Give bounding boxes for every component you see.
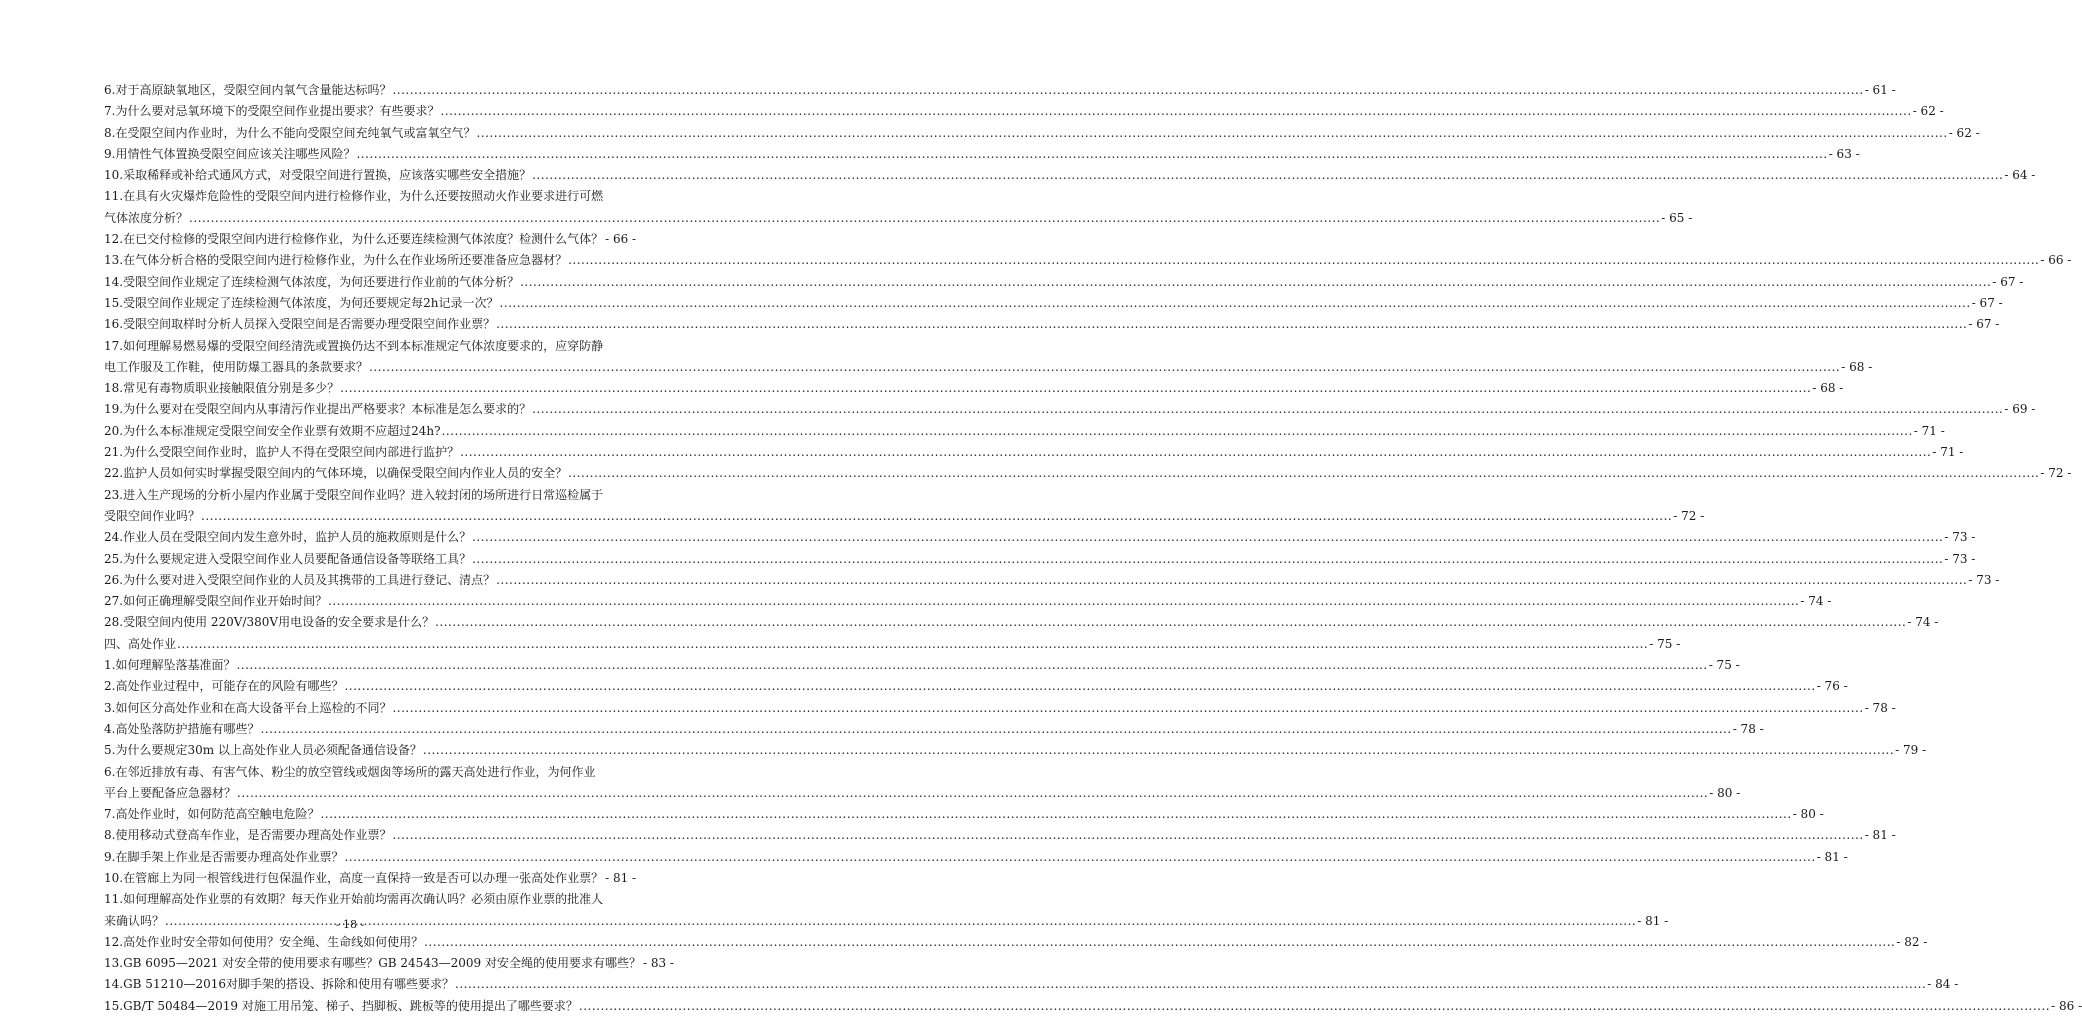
- toc-entry-title-line1: 23.进入生产现场的分析小屋内作业属于受限空间作业吗？进入较封闭的场所进行日常巡检属于: [104, 487, 604, 502]
- toc-leader-dots: [440, 101, 1911, 122]
- toc-entry-page: - 81 -: [1816, 849, 1848, 864]
- toc-leader-dots: [520, 272, 1991, 293]
- toc-entry-title: 8.在受限空间内作业时，为什么不能向受限空间充纯氧气或富氧空气？: [104, 125, 476, 140]
- toc-entry-title: 26.为什么要对进入受限空间作业的人员及其携带的工具进行登记、清点？: [104, 572, 496, 587]
- toc-entry[interactable]: [104, 570, 2000, 591]
- toc-leader-dots: [568, 463, 2039, 484]
- table-of-contents: [104, 80, 2082, 1017]
- toc-entry-page: - 72 -: [1673, 508, 1705, 523]
- toc-entry-title: 3.如何区分高处作业和在高大设备平台上巡检的不同？: [104, 700, 392, 715]
- toc-entry-page: - 73 -: [1944, 530, 1976, 545]
- toc-entry-page: - 67 -: [1992, 274, 2024, 289]
- toc-entry-title: 10.采取稀释或补给式通风方式，对受限空间进行置换，应该落实哪些安全措施？: [104, 168, 532, 183]
- toc-leader-dots: [340, 378, 1811, 399]
- toc-entry[interactable]: [104, 740, 1927, 761]
- toc-entry[interactable]: [104, 974, 1959, 995]
- toc-entry[interactable]: [104, 868, 637, 889]
- toc-entry-page: - 81 -: [605, 870, 637, 885]
- toc-entry-title: 9.用情性气体置换受限空间应该关注哪些风险？: [104, 146, 356, 161]
- toc-entry[interactable]: [104, 549, 1976, 570]
- toc-entry[interactable]: [104, 123, 1980, 144]
- toc-entry-title: 7.高处作业时，如何防范高空触电危险？: [104, 807, 320, 822]
- toc-entry[interactable]: [104, 144, 1860, 165]
- toc-leader-dots: [320, 804, 1791, 825]
- toc-entry-title: 14.GB 51210—2016对脚手架的搭设、拆除和使用有哪些要求？: [104, 977, 455, 992]
- toc-entry-title: 12.高处作业时安全带如何使用？安全绳、生命线如何使用？: [104, 934, 424, 949]
- toc-entry-page: - 75 -: [1649, 636, 1681, 651]
- toc-entry[interactable]: [104, 591, 1832, 612]
- toc-leader-dots: [442, 421, 1913, 442]
- toc-leader-dots: [237, 783, 1708, 804]
- toc-entry-title: 21.为什么受限空间作业时，监护人不得在受限空间内部进行监护？: [104, 445, 460, 460]
- toc-entry-page: - 63 -: [1828, 146, 1860, 161]
- toc-entry-page: - 64 -: [2004, 168, 2036, 183]
- toc-entry[interactable]: [104, 378, 1844, 399]
- toc-entry-title: 28.受限空间内使用 220V/380V用电设备的安全要求是什么？: [104, 615, 435, 630]
- toc-entry-page: - 66 -: [605, 232, 637, 247]
- toc-leader-dots: [392, 698, 1863, 719]
- toc-entry-title: 25.为什么要规定进入受限空间作业人员要配备通信设备等联络工具？: [104, 551, 472, 566]
- toc-entry-title-line1: 17.如何理解易燃易爆的受限空间经清洗或置换仍达不到本标准规定气体浓度要求的，应穿防静: [104, 338, 604, 353]
- toc-entry-title: 9.在脚手架上作业是否需要办理高处作业票？: [104, 849, 344, 864]
- toc-leader-dots: [344, 847, 1815, 868]
- toc-leader-dots: [568, 250, 2039, 271]
- toc-entry-page: - 82 -: [1896, 934, 1928, 949]
- toc-entry-page: - 71 -: [1932, 445, 1964, 460]
- toc-entry-title: 四、高处作业: [104, 636, 177, 651]
- toc-leader-dots: [476, 123, 1947, 144]
- toc-entry-page: - 69 -: [2004, 402, 2036, 417]
- toc-leader-dots: [201, 506, 1672, 527]
- toc-leader-dots: [496, 314, 1967, 335]
- toc-entry-title: 1.如何理解坠落基准面？: [104, 658, 236, 673]
- toc-entry-title: 14.受限空间作业规定了连续检测气体浓度，为何还要进行作业前的气体分析？: [104, 274, 520, 289]
- toc-entry-page: - 86 -: [2051, 998, 2082, 1013]
- toc-entry-page: - 65 -: [1661, 210, 1693, 225]
- toc-entry-page: - 81 -: [1864, 828, 1896, 843]
- toc-entry-page: - 80 -: [1709, 785, 1741, 800]
- toc-entry-page: - 72 -: [2040, 466, 2072, 481]
- toc-leader-dots: [177, 634, 1648, 655]
- toc-leader-dots: [496, 570, 1967, 591]
- toc-entry-page: - 79 -: [1895, 743, 1927, 758]
- toc-entry-title: 13.GB 6095—2021 对安全带的使用要求有哪些？GB 24543—2009 对安全绳的使用要求有哪些？: [104, 956, 641, 971]
- toc-entry[interactable]: [104, 825, 1896, 846]
- toc-entry-page: - 80 -: [1792, 807, 1824, 822]
- toc-entry-page: - 68 -: [1841, 359, 1873, 374]
- toc-leader-dots: [423, 740, 1894, 761]
- toc-entry-title: 15.GB/T 50484—2019 对施工用吊笼、梯子、挡脚板、跳板等的使用提出了哪些要求？: [104, 998, 578, 1013]
- toc-entry[interactable]: [104, 953, 674, 974]
- toc-entry-page: - 73 -: [1944, 551, 1976, 566]
- toc-entry[interactable]: [104, 612, 1939, 633]
- toc-leader-dots: [392, 825, 1863, 846]
- toc-entry[interactable]: [104, 932, 1928, 953]
- toc-entry[interactable]: [104, 463, 2072, 484]
- toc-entry[interactable]: [104, 442, 1964, 463]
- toc-entry-title-line1: 11.如何理解高处作业票的有效期？每天作业开始前均需再次确认吗？必须由原作业票的批准人: [104, 892, 604, 907]
- toc-leader-dots: [356, 144, 1827, 165]
- toc-entry[interactable]: [104, 485, 1705, 528]
- toc-entry-title: 15.受限空间作业规定了连续检测气体浓度，为何还要规定每2h记录一次？: [104, 295, 499, 310]
- toc-entry-page: - 83 -: [642, 956, 674, 971]
- toc-entry-title: 13.在气体分析合格的受限空间内进行检修作业，为什么在作业场所还要准备应急器材？: [104, 253, 568, 268]
- toc-entry[interactable]: [104, 719, 1764, 740]
- page-number-footer: - 18 -: [335, 918, 365, 931]
- toc-entry[interactable]: [104, 186, 1693, 229]
- toc-entry[interactable]: [104, 399, 2036, 420]
- toc-entry[interactable]: [104, 804, 1824, 825]
- toc-leader-dots: [424, 932, 1895, 953]
- toc-entry[interactable]: [104, 762, 1741, 805]
- toc-entry-page: - 81 -: [1637, 913, 1669, 928]
- toc-entry-title: 6.对于高原缺氧地区，受限空间内氧气含量能达标吗？: [104, 83, 392, 97]
- toc-entry[interactable]: [104, 293, 2003, 314]
- toc-entry-title: 10.在管廊上为同一根管线进行包保温作业，高度一直保持一致是否可以办理一张高处作业票？: [104, 870, 604, 885]
- toc-leader-dots: [472, 549, 1943, 570]
- toc-entry-page: - 67 -: [1968, 317, 2000, 332]
- toc-entry[interactable]: [104, 698, 1896, 719]
- toc-entry-title: 4.高处坠落防护措施有哪些？: [104, 721, 260, 736]
- toc-leader-dots: [455, 974, 1926, 995]
- toc-leader-dots: [472, 527, 1943, 548]
- toc-entry-title: 12.在已交付检修的受限空间内进行检修作业，为什么还要连续检测气体浓度？检测什么气体？: [104, 232, 604, 247]
- toc-entry-page: - 78 -: [1732, 721, 1764, 736]
- toc-entry-page: - 62 -: [1948, 125, 1980, 140]
- toc-entry[interactable]: [104, 314, 2000, 335]
- toc-entry-page: - 68 -: [1812, 381, 1844, 396]
- toc-entry[interactable]: [104, 996, 2082, 1017]
- toc-entry[interactable]: [104, 101, 1944, 122]
- toc-entry-title: 27.如何正确理解受限空间作业开始时间？: [104, 594, 328, 609]
- toc-entry-page: - 74 -: [1907, 615, 1939, 630]
- toc-leader-dots: [532, 165, 2003, 186]
- toc-entry-page: - 84 -: [1927, 977, 1959, 992]
- toc-leader-dots: [328, 591, 1799, 612]
- toc-entry[interactable]: [104, 634, 1681, 655]
- toc-entry-title: 7.为什么要对忌氧环境下的受限空间作业提出要求？有些要求？: [104, 104, 440, 119]
- toc-entry[interactable]: [104, 165, 2036, 186]
- toc-entry-page: - 74 -: [1800, 594, 1832, 609]
- toc-leader-dots: [189, 208, 1660, 229]
- toc-entry-title: 5.为什么要规定30m 以上高处作业人员必须配备通信设备？: [104, 743, 422, 758]
- toc-entry-page: - 67 -: [1971, 295, 2003, 310]
- toc-entry[interactable]: [104, 676, 1848, 697]
- toc-entry-page: - 78 -: [1864, 700, 1896, 715]
- toc-entry-page: - 66 -: [2040, 253, 2072, 268]
- toc-leader-dots: [435, 612, 1906, 633]
- toc-leader-dots: [236, 655, 1707, 676]
- toc-entry-title: 平台上要配备应急器材？: [104, 785, 237, 800]
- toc-entry-title: 受限空间作业吗？: [104, 508, 201, 523]
- toc-entry[interactable]: [104, 847, 1848, 868]
- toc-entry[interactable]: [104, 250, 2072, 271]
- toc-entry-title: 电工作服及工作鞋，使用防爆工器具的条款要求？: [104, 359, 369, 374]
- toc-entry-page: - 71 -: [1913, 423, 1945, 438]
- toc-entry-page: - 62 -: [1912, 104, 1944, 119]
- toc-entry-title: 19.为什么要对在受限空间内从事清污作业提出严格要求？本标准是怎么要求的？: [104, 402, 532, 417]
- toc-entry[interactable]: [104, 272, 2024, 293]
- toc-leader-dots: [460, 442, 1931, 463]
- toc-entry-title: 16.受限空间取样时分析人员探入受限空间是否需要办理受限空间作业票？: [104, 317, 496, 332]
- toc-entry-title: 24.作业人员在受限空间内发生意外时，监护人员的施救原则是什么？: [104, 530, 472, 545]
- toc-entry-page: - 75 -: [1708, 658, 1740, 673]
- toc-leader-dots: [499, 293, 1970, 314]
- toc-entry-title: 20.为什么本标准规定受限空间安全作业票有效期不应超过24h?: [104, 423, 441, 438]
- toc-entry-title-line1: 6.在邻近排放有毒、有害气体、粉尘的放空管线或烟囱等场所的露天高处进行作业，为何作业: [104, 764, 596, 779]
- toc-leader-dots: [392, 80, 1863, 101]
- toc-entry[interactable]: [104, 336, 1873, 379]
- toc-entry-title: 气体浓度分析？: [104, 210, 189, 225]
- toc-entry[interactable]: [104, 527, 1976, 548]
- toc-leader-dots: [260, 719, 1731, 740]
- toc-entry[interactable]: [104, 229, 637, 250]
- toc-leader-dots: [579, 996, 2050, 1017]
- toc-entry-title: 18.常见有毒物质职业接触限值分别是多少？: [104, 381, 340, 396]
- toc-entry-title: 8.使用移动式登高车作业，是否需要办理高处作业票？: [104, 828, 392, 843]
- toc-entry-title-line1: 11.在具有火灾爆炸危险性的受限空间内进行检修作业，为什么还要按照动火作业要求进行可燃: [104, 189, 604, 204]
- toc-entry[interactable]: [104, 421, 1945, 442]
- toc-entry-title: 22.监护人员如何实时掌握受限空间内的气体环境，以确保受限空间内作业人员的安全？: [104, 466, 568, 481]
- toc-entry-page: - 73 -: [1968, 572, 2000, 587]
- toc-entry[interactable]: [104, 80, 1896, 101]
- toc-entry-title: 2.高处作业过程中，可能存在的风险有哪些？: [104, 679, 344, 694]
- toc-leader-dots: [344, 676, 1815, 697]
- toc-entry-page: - 61 -: [1864, 83, 1896, 97]
- toc-leader-dots: [532, 399, 2003, 420]
- toc-entry-page: - 76 -: [1816, 679, 1848, 694]
- toc-entry-title: 来确认吗？: [104, 913, 165, 928]
- toc-leader-dots: [369, 357, 1840, 378]
- toc-entry[interactable]: [104, 655, 1740, 676]
